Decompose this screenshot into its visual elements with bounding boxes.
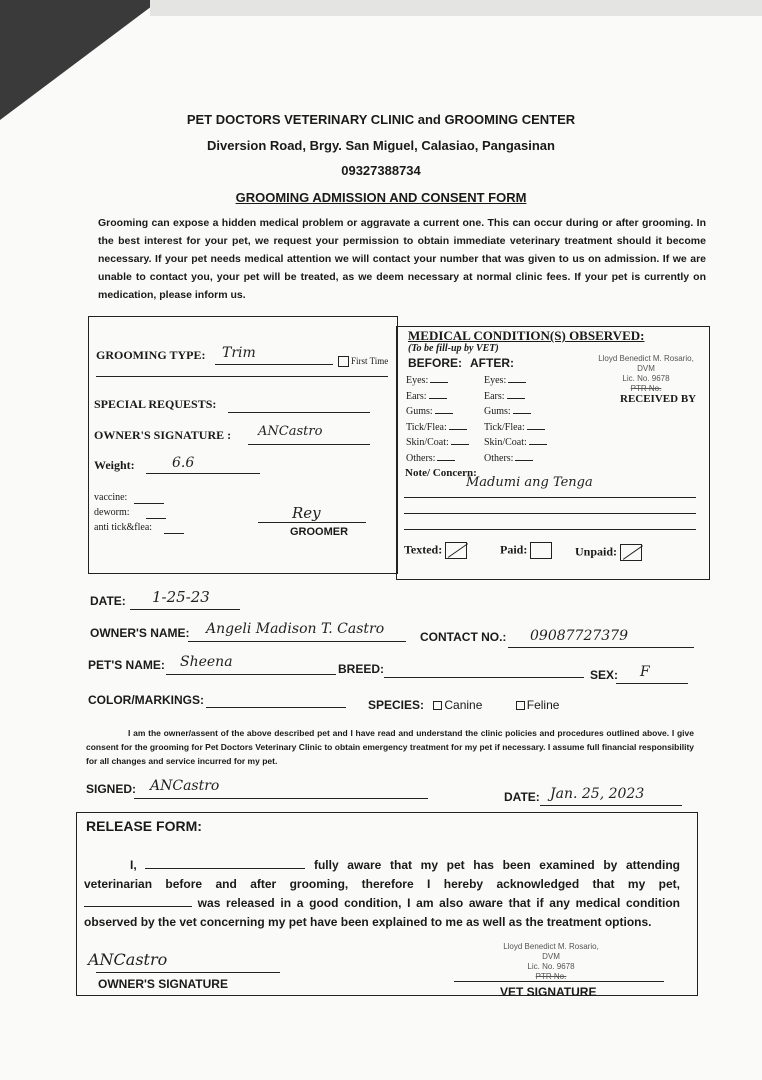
weight-line	[146, 473, 260, 474]
received-by-label: RECEIVED BY	[620, 393, 697, 405]
intro-paragraph: Grooming can expose a hidden medical problem or aggravate a current one. This can occur during or after grooming. In the best interest for your pet, we request your permission to obtain immediate veterinary treatment should it become necessary. If your pet needs medical attention we will contact your number that was given to us on admission. If we are unable to contact you, your pet will be treated, as we deem necessary at normal clinic fees. If your pet is currently on medication, please inform us.	[98, 217, 706, 301]
breed-label: BREED:	[338, 662, 385, 676]
canine-option[interactable]	[433, 698, 482, 712]
canine-checkbox[interactable]	[433, 701, 442, 710]
release-title: RELEASE FORM:	[86, 818, 202, 834]
note-line-1	[404, 497, 696, 498]
texted-field[interactable]	[404, 542, 467, 559]
before-item-blank[interactable]	[437, 452, 455, 461]
pet-name-value[interactable]: Sheena	[180, 654, 233, 670]
after-item-blank[interactable]	[507, 390, 525, 399]
scan-edge	[150, 0, 762, 16]
grooming-type-value[interactable]: Trim	[222, 345, 256, 361]
first-time-checkbox[interactable]	[338, 356, 388, 367]
after-item	[484, 451, 547, 467]
date-value[interactable]: 1-25-23	[152, 588, 210, 606]
before-label: BEFORE:	[408, 356, 462, 370]
after-item-label: Ears:	[484, 390, 505, 402]
vaccine-line[interactable]	[134, 503, 164, 504]
note-line-2	[404, 513, 696, 514]
signed-label: SIGNED:	[86, 782, 137, 796]
before-list	[406, 373, 469, 466]
date-label: DATE:	[90, 594, 126, 608]
release-text-2: fully aware that my pet has been examined by attending veterinarian before and after grooming, therefore I hereby acknowledged that my pet,	[84, 858, 680, 891]
feline-option[interactable]	[516, 698, 560, 712]
before-item-blank[interactable]	[429, 390, 447, 399]
stamp-name: Lloyd Benedict M. Rosario, DVM	[598, 354, 694, 373]
paid-field[interactable]	[500, 542, 552, 559]
unpaid-field[interactable]	[575, 544, 642, 561]
before-item-label: Gums:	[406, 406, 433, 417]
before-item	[406, 389, 469, 405]
pet-name-label: PET'S NAME:	[88, 658, 165, 672]
before-item-label: Others:	[406, 452, 436, 464]
contact-value[interactable]: 09087727379	[530, 628, 628, 644]
anti-tick-line[interactable]	[164, 533, 184, 534]
signed-date-value[interactable]: Jan. 25, 2023	[550, 786, 645, 802]
page-corner-shadow	[0, 0, 160, 120]
groomer-signature: Rey	[292, 504, 321, 522]
before-item-label: Tick/Flea:	[406, 421, 447, 433]
after-label: AFTER:	[470, 356, 514, 370]
vet-stamp-top	[596, 354, 696, 394]
vet-signature-label: VET SIGNATURE	[500, 985, 597, 999]
after-item	[484, 435, 547, 451]
after-item	[484, 389, 547, 405]
before-item	[406, 404, 469, 420]
vaccine-label: vaccine:	[94, 492, 128, 503]
feline-label: Feline	[526, 698, 560, 712]
release-owner-signature-label: OWNER'S SIGNATURE	[98, 977, 228, 991]
first-time-label: First Time	[351, 356, 389, 367]
feline-checkbox[interactable]	[516, 701, 525, 710]
color-label: COLOR/MARKINGS:	[88, 693, 204, 707]
sex-line	[616, 683, 688, 684]
before-item-label: Skin/Coat:	[406, 437, 449, 448]
before-item-label: Ears:	[406, 390, 427, 402]
before-item	[406, 420, 469, 436]
after-item-blank[interactable]	[508, 374, 526, 383]
color-line[interactable]	[206, 707, 346, 708]
clinic-phone: 09327388734	[341, 163, 421, 178]
before-item-label: Eyes:	[406, 375, 429, 386]
consent-paragraph: I am the owner/assent of the above described pet and I have read and understand the clinic policies and procedures outlined above. I give consent for the grooming for Pet Doctors Veterinary Clinic to obtain emergency treatment for my pet if necessary. I assume full financial responsibility for all changes and service incurred for my pet.	[86, 728, 694, 766]
medical-subtitle: (To be fill-up by VET)	[408, 343, 499, 354]
form-title: GROOMING ADMISSION AND CONSENT FORM	[235, 190, 527, 205]
weight-value[interactable]: 6.6	[172, 455, 195, 471]
sex-label: SEX:	[590, 668, 619, 682]
groomer-label: GROOMER	[290, 526, 349, 538]
clinic-address: Diversion Road, Brgy. San Miguel, Calasiao, Pangasinan	[207, 138, 555, 153]
pet-name-line	[166, 674, 336, 675]
signed-date-label: DATE:	[504, 790, 540, 804]
signed-line	[134, 798, 428, 799]
before-item	[406, 451, 469, 467]
stamp-lic-bottom: Lic. No. 9678	[527, 962, 575, 971]
grooming-type-line	[215, 364, 333, 365]
release-text-1: I,	[130, 858, 146, 872]
before-item-blank[interactable]	[430, 374, 448, 383]
date-line	[130, 609, 240, 610]
special-requests-label: SPECIAL REQUESTS:	[94, 397, 217, 411]
after-item	[484, 420, 547, 436]
release-paragraph	[84, 856, 680, 932]
paid-label: Paid:	[500, 542, 528, 557]
after-item-label: Others:	[484, 452, 514, 464]
owner-signature-value[interactable]: ANCastro	[258, 424, 323, 439]
texted-checkbox[interactable]	[445, 542, 467, 559]
stamp-ptr-bottom: PTR No.	[535, 972, 567, 981]
stamp-ptr: PTR No.	[630, 384, 662, 393]
owner-signature-line	[248, 444, 370, 445]
before-item-blank[interactable]	[435, 405, 453, 414]
signed-date-line	[540, 805, 682, 806]
note-label: Note/ Concern:	[405, 467, 477, 479]
grooming-type-label: GROOMING TYPE:	[96, 348, 206, 362]
before-item	[406, 373, 469, 389]
vet-signature-line	[454, 981, 664, 982]
after-item-label: Eyes:	[484, 375, 507, 386]
stamp-lic: Lic. No. 9678	[622, 374, 670, 383]
release-owner-signature-value[interactable]: ANCastro	[88, 950, 168, 969]
after-item	[484, 404, 547, 420]
texted-label: Texted:	[404, 542, 443, 557]
canine-label: Canine	[444, 698, 483, 712]
sex-value[interactable]: F	[640, 664, 650, 680]
after-item-label: Skin/Coat:	[484, 437, 527, 448]
after-item-blank[interactable]	[515, 452, 533, 461]
first-time-box[interactable]	[338, 356, 349, 367]
unpaid-checkbox[interactable]	[620, 544, 642, 561]
after-item-blank[interactable]	[529, 436, 547, 445]
stamp-name-bottom: Lloyd Benedict M. Rosario, DVM	[503, 942, 599, 961]
contact-label: CONTACT NO.:	[420, 630, 507, 644]
before-item-blank[interactable]	[451, 436, 469, 445]
vet-stamp-bottom	[496, 942, 606, 982]
anti-tick-label: anti tick&flea:	[94, 522, 153, 533]
after-item-label: Gums:	[484, 406, 511, 417]
release-owner-signature-line	[96, 972, 280, 973]
owner-name-line	[188, 641, 406, 642]
contact-line	[508, 647, 694, 648]
signed-value[interactable]: ANCastro	[150, 778, 220, 794]
clinic-name: PET DOCTORS VETERINARY CLINIC and GROOMING CENTER	[186, 112, 576, 127]
after-item	[484, 373, 547, 389]
note-value[interactable]: Madumi ang Tenga	[466, 475, 593, 490]
species-label: SPECIES:	[368, 698, 425, 712]
unpaid-label: Unpaid:	[575, 544, 618, 559]
release-text-3: was released in a good condition, I am also aware that if any medical condition observed by the vet concerning my pet have been explained to me as well as the treatment options.	[84, 896, 680, 929]
before-item-blank[interactable]	[449, 421, 467, 430]
after-list	[484, 373, 547, 466]
breed-line[interactable]	[384, 677, 584, 678]
special-requests-line[interactable]	[228, 412, 370, 413]
after-item-blank[interactable]	[527, 421, 545, 430]
after-item-label: Tick/Flea:	[484, 421, 525, 433]
owner-name-label: OWNER'S NAME:	[90, 626, 190, 640]
note-line-3	[404, 529, 696, 530]
deworm-label: deworm:	[94, 507, 130, 518]
species-field	[368, 698, 559, 712]
groomer-line	[258, 522, 366, 523]
weight-label: Weight:	[94, 458, 135, 472]
medical-title: MEDICAL CONDITION(S) OBSERVED:	[408, 328, 645, 343]
paid-checkbox[interactable]	[530, 542, 552, 559]
owner-name-value[interactable]: Angeli Madison T. Castro	[206, 621, 385, 637]
after-item-blank[interactable]	[513, 405, 531, 414]
owner-signature-label: OWNER'S SIGNATURE :	[94, 428, 232, 442]
deworm-line[interactable]	[146, 518, 166, 519]
release-owner-blank[interactable]	[145, 858, 305, 869]
before-item	[406, 435, 469, 451]
grooming-type-line-2	[96, 376, 388, 377]
release-pet-blank[interactable]	[84, 896, 192, 907]
